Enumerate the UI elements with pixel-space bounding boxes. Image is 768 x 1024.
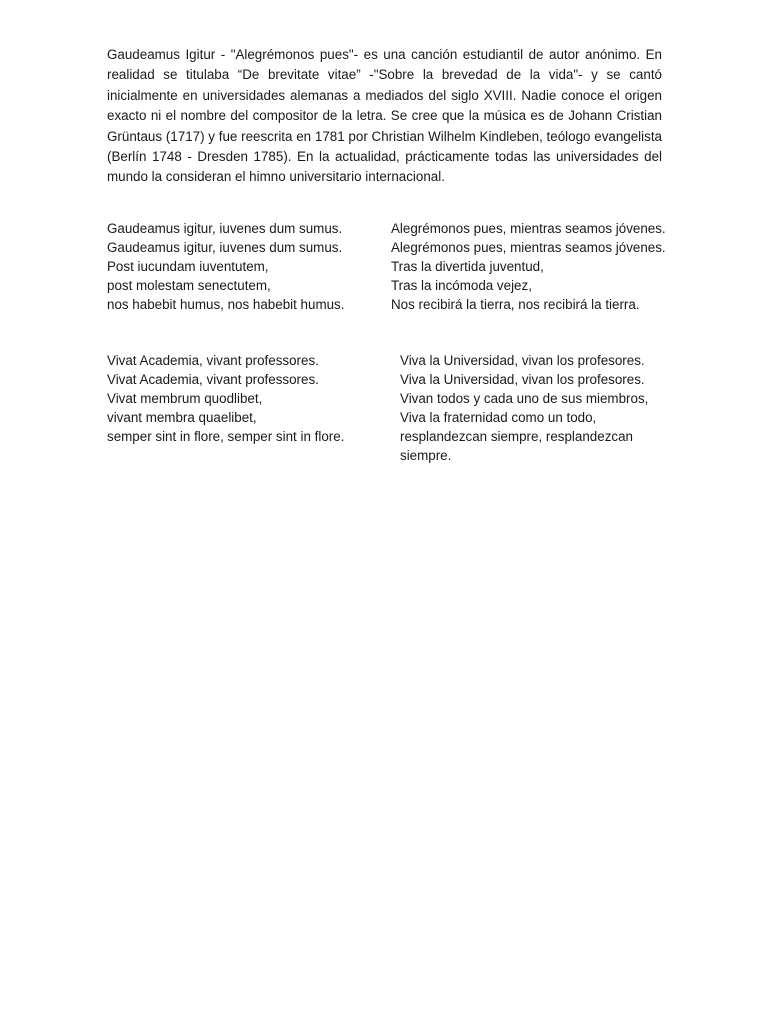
verse-line: Alegrémonos pues, mientras seamos jóvenes.: [391, 240, 666, 255]
verse-line: Tras la incómoda vejez,: [391, 278, 532, 293]
verse-line: Viva la Universidad, vivan los profesores.: [400, 353, 645, 368]
verse-line: Vivat Academia, vivant professores.: [107, 353, 319, 368]
verse-line: post molestam senectutem,: [107, 278, 271, 293]
verse-line: Vivan todos y cada uno de sus miembros,: [400, 391, 649, 406]
verse-line: Gaudeamus igitur, iuvenes dum sumus.: [107, 221, 343, 236]
verse-line: Alegrémonos pues, mientras seamos jóvenes.: [391, 221, 666, 236]
stanza-1-spanish: [391, 219, 666, 314]
verse-line: Viva la Universidad, vivan los profesores.: [400, 372, 645, 387]
verse-line: Nos recibirá la tierra, nos recibirá la tierra.: [391, 297, 640, 312]
stanza-2-spanish: [400, 351, 662, 465]
verse-line: Post iucundam iuventutem,: [107, 259, 269, 274]
verse-line: Tras la divertida juventud,: [391, 259, 544, 274]
stanza-2-latin: [107, 351, 344, 446]
verse-line: Vivat Academia, vivant professores.: [107, 372, 319, 387]
stanza-1-latin: [107, 219, 344, 314]
verse-line: Vivat membrum quodlibet,: [107, 391, 263, 406]
verse-line: semper sint in flore, semper sint in flore.: [107, 429, 345, 444]
verse-line: Gaudeamus igitur, iuvenes dum sumus.: [107, 240, 343, 255]
intro-paragraph: Gaudeamus Igitur - "Alegrémonos pues"- es una canción estudiantil de autor anónimo. En realidad se titulaba “De brevitate vitae” -"Sobre la brevedad de la vida"- y se cantó inicialmente en universidades alemanas a mediados del siglo XVIII. Nadie conoce el origen exacto ni el nombre del compositor de la letra. Se cree que la música es de Johann Cristian Grüntaus (1717) y fue reescrita en 1781 por Christian Wilhelm Kindleben, teólogo evangelista (Berlín 1748 - Dresden 1785). En la actualidad, prácticamente todas las universidades del mundo la consideran el himno universitario internacional.: [107, 47, 662, 185]
verse-line: nos habebit humus, nos habebit humus.: [107, 297, 345, 312]
verse-line: vivant membra quaelibet,: [107, 410, 257, 425]
verse-line: resplandezcan siempre, resplandezcan siempre.: [400, 429, 633, 463]
verse-line: Viva la fraternidad como un todo,: [400, 410, 597, 425]
